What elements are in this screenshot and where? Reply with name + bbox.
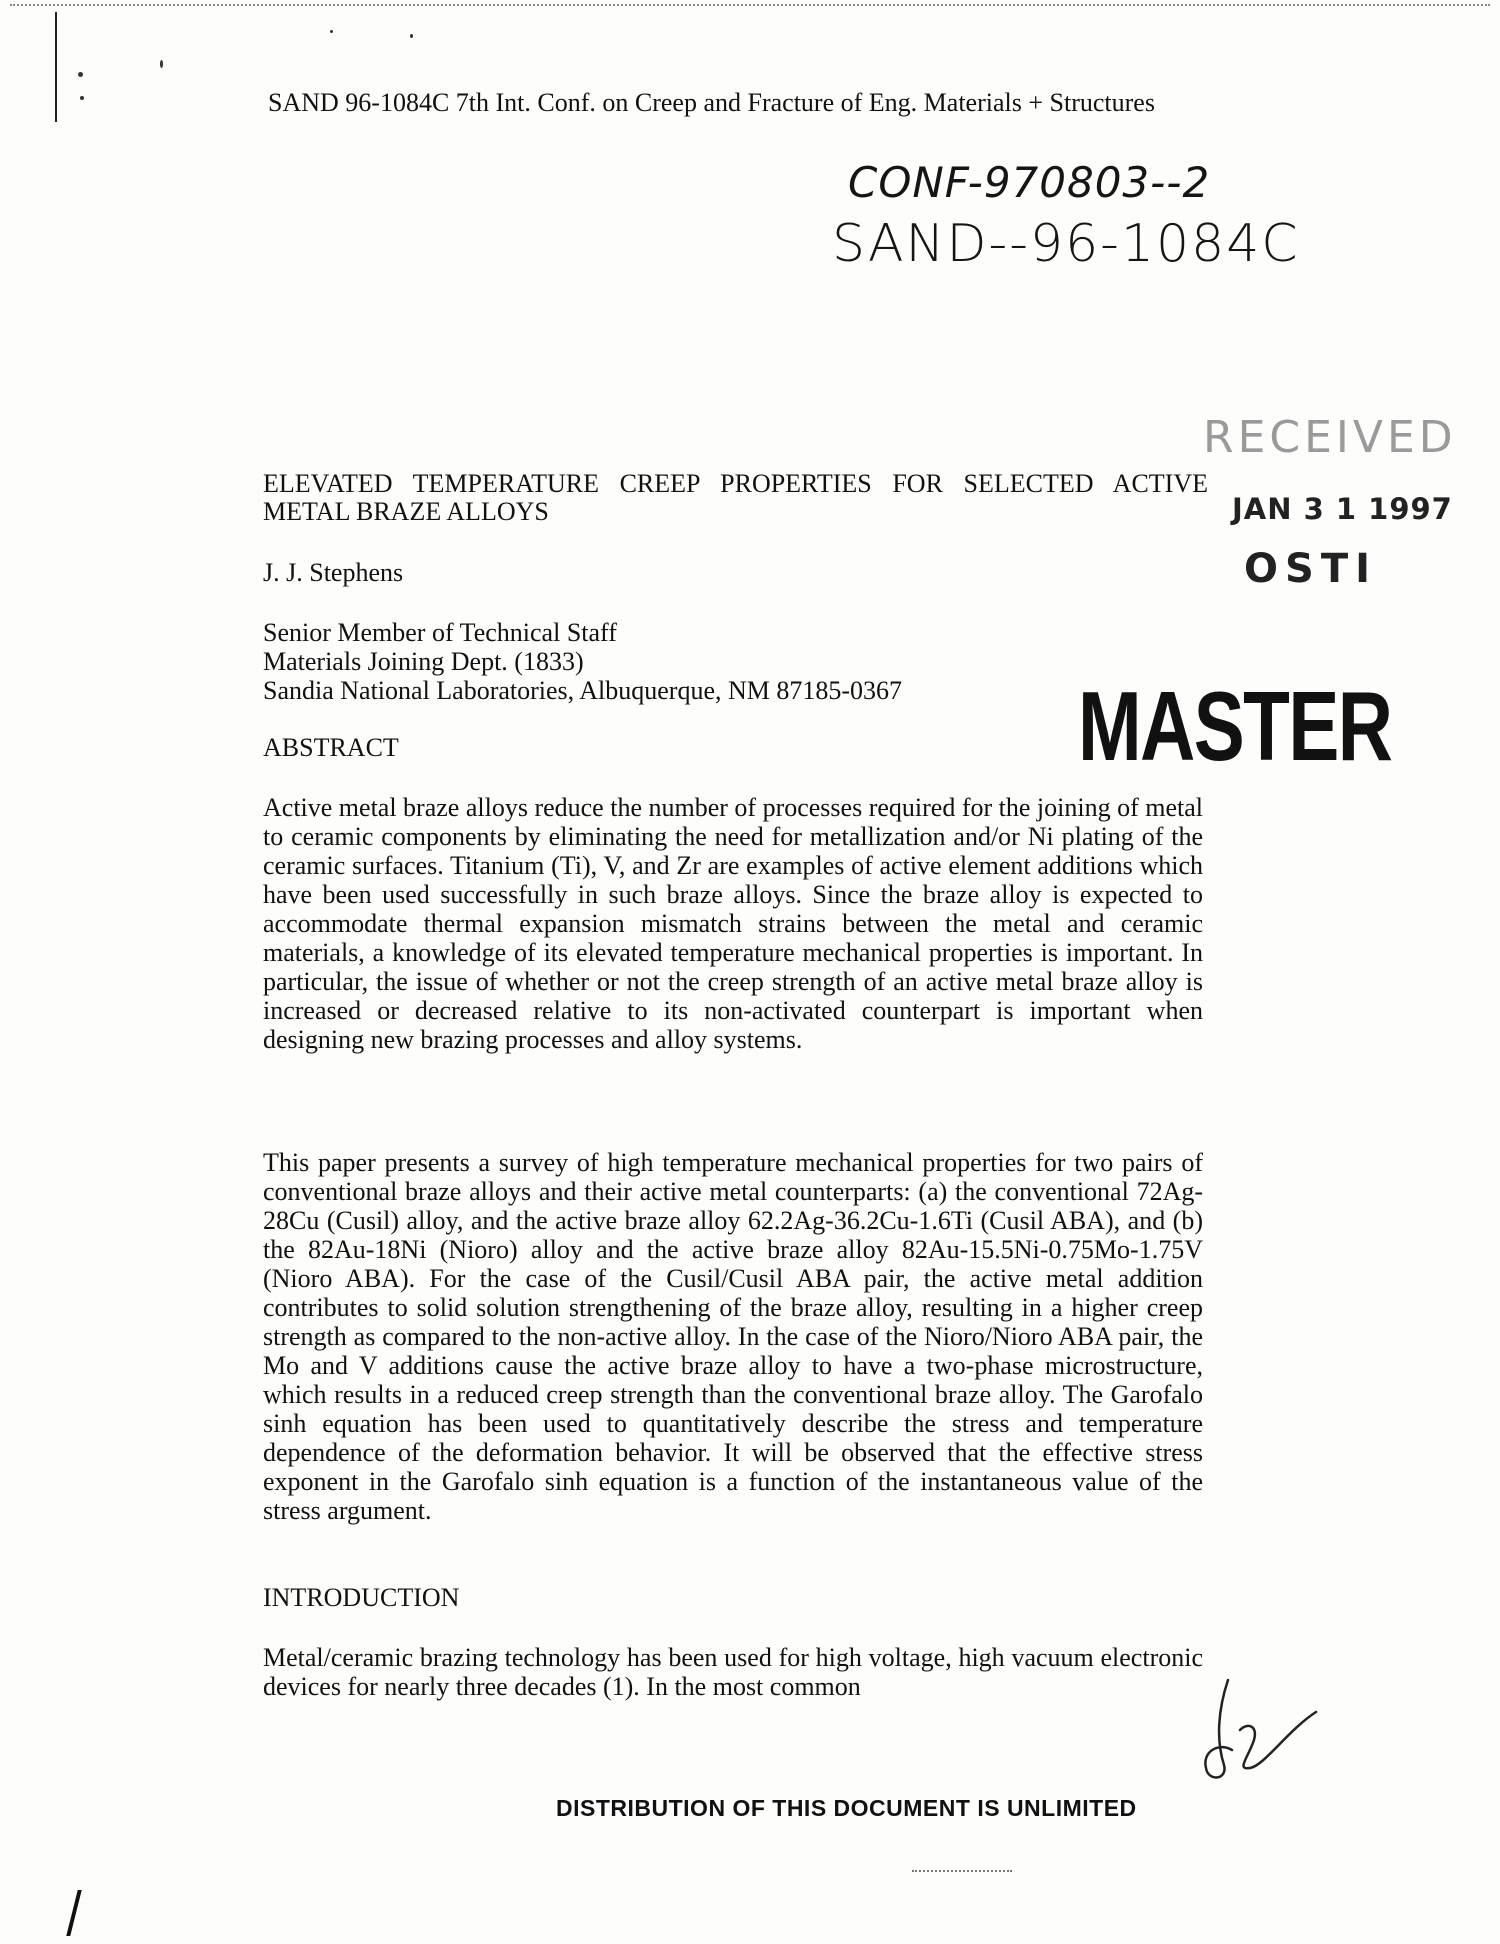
scan-speck xyxy=(160,60,163,68)
scan-mark xyxy=(912,1870,1012,1872)
master-stamp: MASTER xyxy=(1078,671,1392,781)
abstract-paragraph-2: This paper presents a survey of high temperature mechanical properties for two pairs of conventional braze alloys and their active metal counterparts: (a) the conventional 72Ag-28Cu (Cusil) alloy, and the active braze alloy 62.2Ag-36.2Cu-1.6Ti (Cusil ABA), and (b) the 82Au-18Ni (Nioro) alloy and the active braze alloy 82Au-15.5Ni-0.75Mo-1.75V (Nioro ABA). For the case of the Cusil/Cusil ABA pair, the active metal addition contributes to solid solution strengthening of the braze alloy, resulting in a higher creep strength as compared to the non-active alloy. In the case of the Nioro/Nioro ABA pair, the Mo and V additions cause the active braze alloy to have a two-phase microstructure, which results in a reduced creep strength than the conventional braze alloy. The Garofalo sinh equation has been used to quantitatively describe the stress and temperature dependence of the deformation behavior. It will be observed that the effective stress exponent in the Garofalo sinh equation is a function of the instantaneous value of the stress argument. xyxy=(263,1148,1203,1525)
paper-title: ELEVATED TEMPERATURE CREEP PROPERTIES FOR SELECTED ACTIVE METAL BRAZE ALLOYS xyxy=(263,469,1208,526)
handwritten-conf-number: CONF-970803--2 xyxy=(848,158,1211,207)
scan-speck xyxy=(410,34,413,38)
affiliation-line: Materials Joining Dept. (1833) xyxy=(263,647,584,676)
scan-speck xyxy=(330,30,333,33)
osti-stamp: OSTI xyxy=(1244,546,1377,592)
received-stamp: RECEIVED xyxy=(1203,412,1457,463)
affiliation-line: Senior Member of Technical Staff xyxy=(263,618,617,647)
abstract-paragraph-1: Active metal braze alloys reduce the number of processes required for the joining of metal to ceramic components by eliminating the need for metallization and/or Ni plating of the ceramic surfaces. Titanium (Ti), V, and Zr are examples of active element additions which have been used successfully in such braze alloys. Since the braze alloy is expected to accommodate thermal expansion mismatch strains between the metal and ceramic materials, a knowledge of its elevated temperature mechanical properties is important. In particular, the issue of whether or not the creep strength of an active metal braze alloy is increased or decreased relative to its non-activated counterpart is important when designing new brazing processes and alloy systems. xyxy=(263,793,1203,1054)
scan-border-dots xyxy=(10,4,1490,6)
author-affiliation xyxy=(263,618,902,705)
handwritten-initials xyxy=(1188,1670,1318,1800)
introduction-paragraph: Metal/ceramic brazing technology has been used for high voltage, high vacuum electronic devices for nearly three decades (1). In the most common xyxy=(263,1643,1203,1701)
scan-speck xyxy=(80,96,84,100)
author-name: J. J. Stephens xyxy=(263,558,404,587)
conference-header: SAND 96-1084C 7th Int. Conf. on Creep and Fracture of Eng. Materials + Structures xyxy=(268,88,1155,117)
introduction-heading: INTRODUCTION xyxy=(263,1583,460,1612)
distribution-notice: DISTRIBUTION OF THIS DOCUMENT IS UNLIMITED xyxy=(556,1795,1137,1821)
affiliation-line: Sandia National Laboratories, Albuquerque, NM 87185-0367 xyxy=(263,676,903,705)
scan-margin-line xyxy=(55,12,57,122)
abstract-heading: ABSTRACT xyxy=(263,733,399,762)
scan-speck xyxy=(78,72,83,77)
received-date-stamp: JAN 3 1 1997 xyxy=(1232,492,1453,526)
scan-mark xyxy=(66,1890,81,1936)
handwritten-sand-number: SAND--96-1084C xyxy=(832,214,1300,274)
